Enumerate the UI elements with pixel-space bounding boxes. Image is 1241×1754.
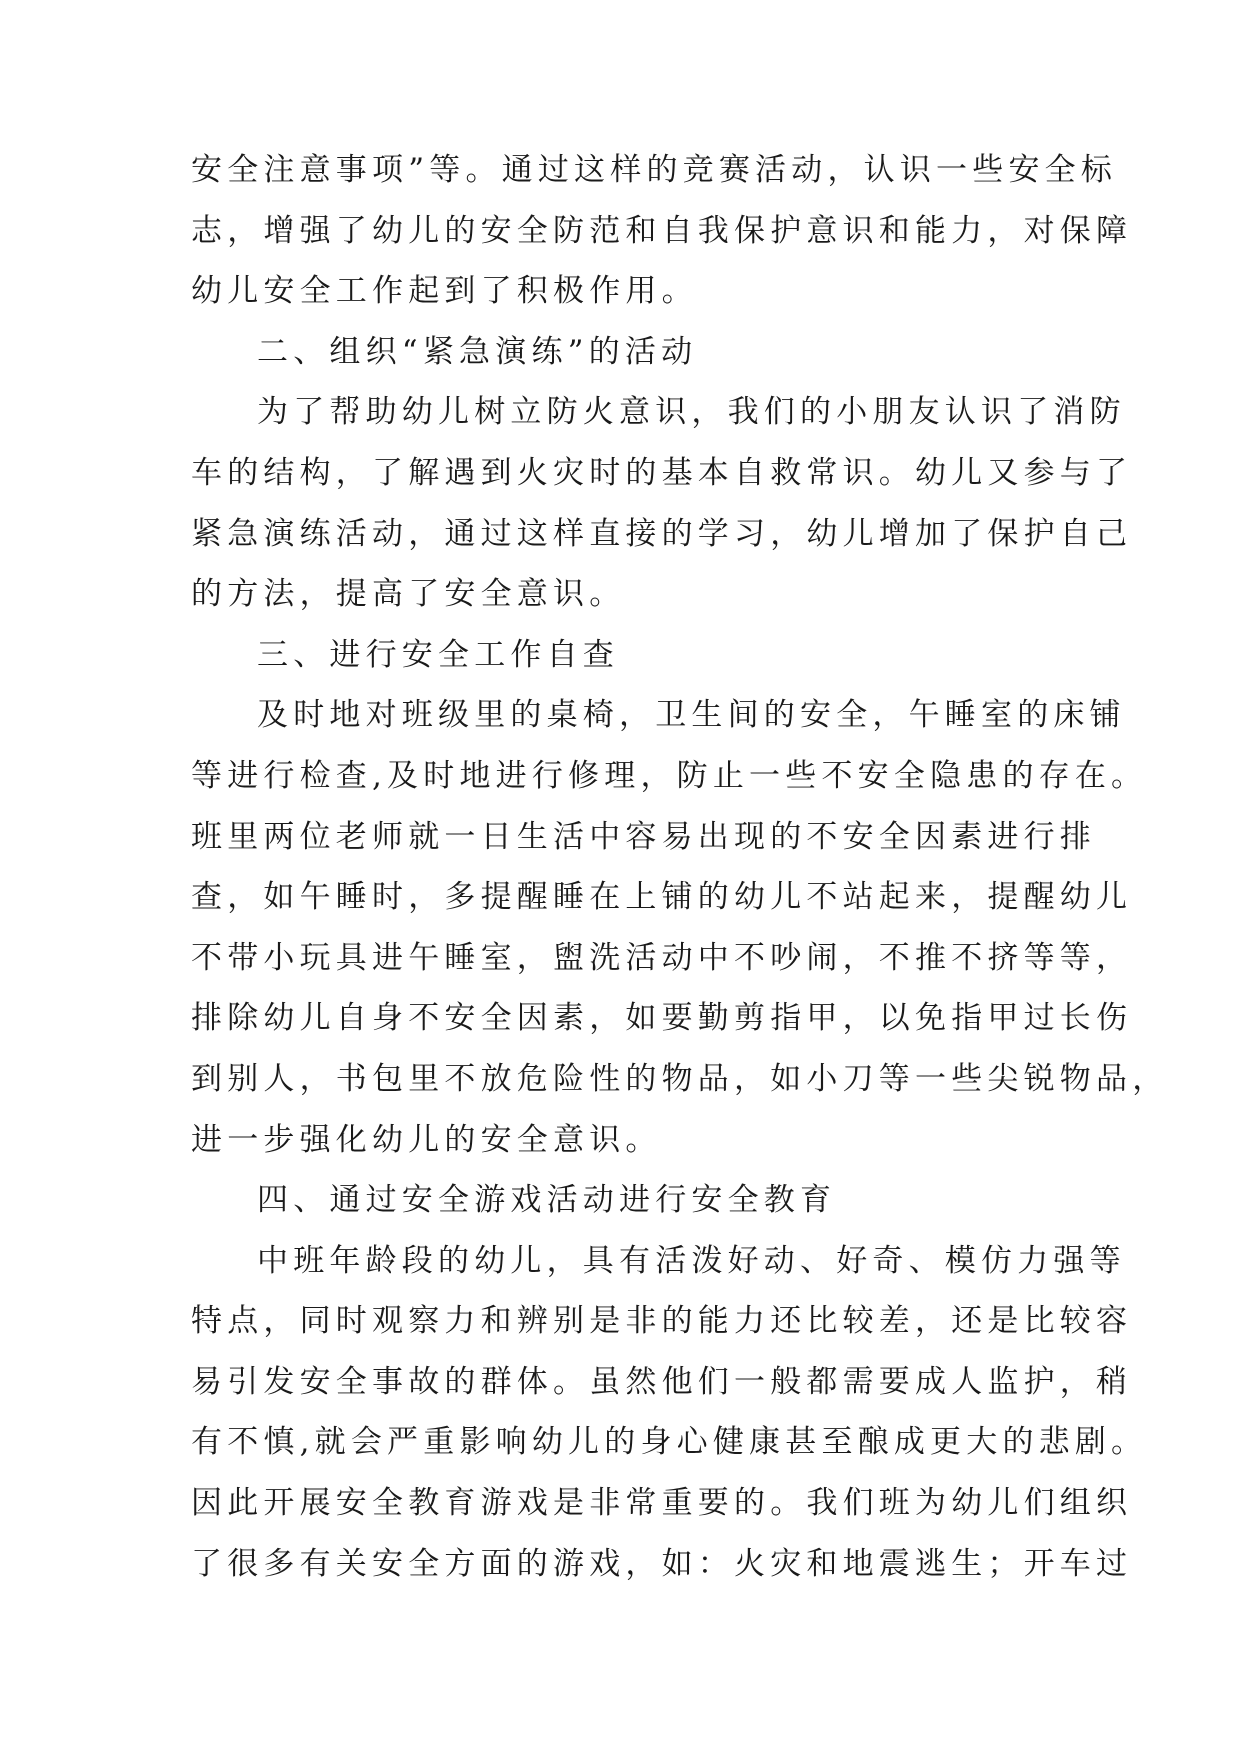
text-line: 因此开展安全教育游戏是非常重要的。我们班为幼儿们组织 xyxy=(191,1485,1133,1522)
paragraph-first-line: 及时地对班级里的桌椅，卫生间的安全，午睡室的床铺 xyxy=(257,697,1126,734)
text-line: 了很多有关安全方面的游戏，如：火灾和地震逃生；开车过 xyxy=(191,1545,1133,1582)
paragraph-first-line: 四、通过安全游戏活动进行安全教育 xyxy=(257,1182,837,1219)
text-line: 的方法，提高了安全意识。 xyxy=(191,576,626,613)
text-line: 幼儿安全工作起到了积极作用。 xyxy=(191,273,698,310)
paragraph-first-line: 中班年龄段的幼儿，具有活泼好动、好奇、模仿力强等 xyxy=(257,1242,1126,1279)
text-line: 到别人，书包里不放危险性的物品，如小刀等一些尖锐物品， xyxy=(191,1060,1169,1097)
text-line: 不带小玩具进午睡室，盥洗活动中不吵闹，不推不挤等等， xyxy=(191,939,1133,976)
document-body xyxy=(191,140,1169,1594)
text-line: 班里两位老师就一日生活中容易出现的不安全因素进行排 xyxy=(191,818,1096,855)
text-line: 车的结构，了解遇到火灾时的基本自救常识。幼儿又参与了 xyxy=(191,454,1133,491)
text-line: 特点，同时观察力和辨别是非的能力还比较差，还是比较容 xyxy=(191,1303,1133,1340)
text-line: 志，增强了幼儿的安全防范和自我保护意识和能力，对保障 xyxy=(191,212,1133,249)
paragraph-first-line: 二、组织“紧急演练”的活动 xyxy=(257,333,698,370)
text-line: 易引发安全事故的群体。虽然他们一般都需要成人监护，稍 xyxy=(191,1363,1133,1400)
text-line: 安全注意事项”等。通过这样的竞赛活动，认识一些安全标 xyxy=(191,152,1118,188)
text-line: 进一步强化幼儿的安全意识。 xyxy=(191,1121,662,1158)
text-line: 紧急演练活动，通过这样直接的学习，幼儿增加了保护自己 xyxy=(191,515,1133,552)
paragraph-first-line: 三、进行安全工作自查 xyxy=(257,636,619,673)
paragraph-first-line: 为了帮助幼儿树立防火意识，我们的小朋友认识了消防 xyxy=(257,394,1126,431)
text-line: 等进行检查,及时地进行修理，防止一些不安全隐患的存在。 xyxy=(191,757,1148,794)
text-line: 有不慎,就会严重影响幼儿的身心健康甚至酿成更大的悲剧。 xyxy=(191,1424,1148,1461)
text-line: 排除幼儿自身不安全因素，如要勤剪指甲，以免指甲过长伤 xyxy=(191,1000,1133,1037)
text-line: 查，如午睡时，多提醒睡在上铺的幼儿不站起来，提醒幼儿 xyxy=(191,879,1133,916)
